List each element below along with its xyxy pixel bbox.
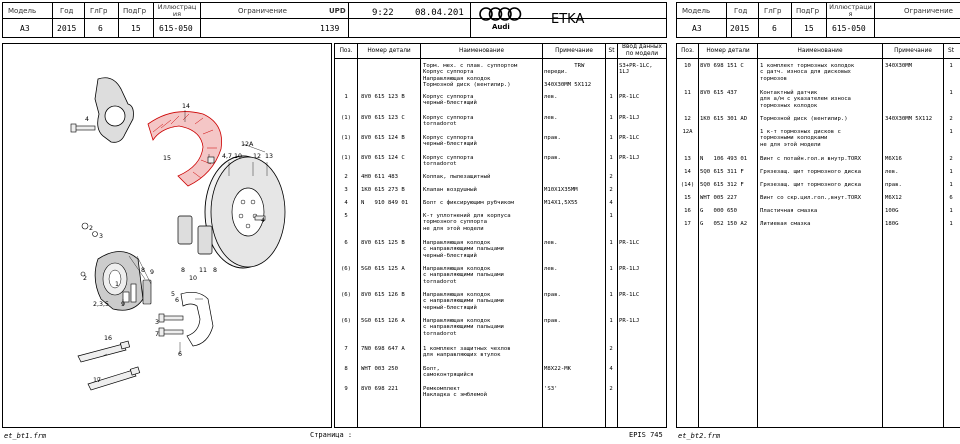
cell-part-number[interactable]: 7N0 698 647 A [361, 346, 405, 352]
cell-name: Клапан воздушный [423, 187, 477, 193]
r-value-glgr[interactable]: 6 [772, 24, 777, 33]
svg-text:8: 8 [141, 267, 146, 274]
cell-qty: 6 [949, 195, 953, 201]
cell-name: Контактный датчик для а/м с указателем износа тормозных колодок [760, 90, 851, 109]
cell-note: прав. [544, 318, 561, 324]
cell-part-number[interactable]: G 000 650 [700, 208, 738, 214]
th-qty: St [608, 48, 615, 54]
th-part: Номер детали [367, 48, 411, 54]
svg-text:11: 11 [199, 267, 208, 274]
cell-name: Направляющая колодок с направляющими пальцами tornadorot [423, 318, 504, 337]
r-th-name: Наименование [797, 48, 843, 54]
brand-name: Audi [492, 23, 510, 31]
cell-note: лев. [544, 240, 558, 246]
cell-pos: 5 [344, 213, 348, 219]
th-input: Ввод данных по модели [622, 44, 662, 57]
value-podgr[interactable]: 15 [131, 24, 141, 33]
label-podgr: ПодГр [123, 7, 147, 15]
cell-note: M6X16 [885, 156, 902, 162]
cell-name: Ремкомплект Накладка с эмблемой [423, 386, 487, 399]
svg-text:2: 2 [83, 275, 88, 282]
cell-pos: 13 [684, 156, 691, 162]
cell-pos: 12A [682, 129, 693, 135]
r-value-year[interactable]: 2015 [730, 24, 750, 33]
cell-part-number[interactable]: 8V0 615 437 [700, 90, 738, 96]
svg-text:3: 3 [99, 233, 104, 240]
r-th-pos: Поз. [681, 48, 694, 54]
cell-qty: 2 [949, 156, 953, 162]
cell-qty: 1 [609, 266, 613, 272]
value-model[interactable]: A3 [20, 24, 30, 33]
cell-part-number[interactable]: WHT 003 250 [361, 366, 399, 372]
th-pos: Поз. [339, 48, 353, 54]
cell-pos: 15 [684, 195, 691, 201]
cell-qty: 4 [609, 200, 613, 206]
cell-part-number[interactable]: 8V0 615 124 C [361, 155, 405, 161]
cell-pos: (6) [340, 266, 352, 272]
footer-left-file: et_bt1.frm [4, 432, 47, 440]
svg-text:9: 9 [150, 269, 155, 276]
cell-name: Торм. мех. с плав. суппортом Корпус суппорта Направляющая колодок Тормозной диск (вентилир.) [423, 63, 518, 88]
r-th-note: Примечание [894, 48, 932, 54]
cell-name: Болт с фиксирующим рубчиком [423, 200, 514, 206]
svg-text:10: 10 [189, 275, 198, 282]
cell-note: прав. [885, 182, 902, 188]
cell-pos: 12 [684, 116, 691, 122]
footer-right-file: et_bt2.frm [678, 432, 721, 440]
cell-pos: (1) [340, 115, 352, 121]
cell-part-number[interactable]: N 106 493 01 [700, 156, 748, 162]
cell-qty: 1 [609, 94, 613, 100]
cell-note: прав. [544, 155, 561, 161]
cell-part-number[interactable]: WHT 005 227 [700, 195, 738, 201]
cell-pos: (14) [680, 182, 695, 188]
svg-text:9: 9 [121, 301, 126, 308]
r-th-part: Номер детали [706, 48, 750, 54]
value-glgr[interactable]: 6 [98, 24, 103, 33]
cell-name: Болт, самоконтрящийся [423, 366, 474, 379]
cell-part-number[interactable]: 5G0 615 126 A [361, 318, 405, 324]
cell-name: Корпус суппорта tornadorot [423, 115, 474, 128]
label-year: Год [60, 7, 74, 15]
cell-pos: (1) [340, 155, 352, 161]
cell-qty: 2 [949, 116, 953, 122]
cell-qty: 1 [609, 115, 613, 121]
svg-text:4: 4 [261, 217, 266, 224]
cell-pos: 6 [344, 240, 348, 246]
svg-text:12A: 12A [241, 141, 254, 148]
cell-note: 340X30MM 5X112 [885, 116, 933, 122]
cell-name: 1 к-т тормозных дисков с тормозными колодками не для этой модели [760, 129, 841, 148]
svg-text:2,3,5: 2,3,5 [93, 301, 110, 308]
cell-qty: 2 [609, 346, 613, 352]
cell-note: 100G [885, 208, 899, 214]
cell-pos: 2 [344, 174, 348, 180]
cell-model-input: PR-1LC [619, 240, 640, 246]
cell-name: К-т уплотнений для корпуса тормозного суппорта не для этой модели [423, 213, 511, 232]
cell-note: прав. [544, 292, 561, 298]
cell-part-number[interactable]: 8V0 698 221 [361, 386, 399, 392]
cell-pos: (6) [340, 292, 352, 298]
cell-name: Корпус суппорта tornadorot [423, 155, 474, 168]
cell-note: M6X12 [885, 195, 902, 201]
cell-note: M10X1X35MM [544, 187, 578, 193]
cell-part-number[interactable]: G 052 150 A2 [700, 221, 748, 227]
th-note: Примечание [555, 48, 593, 54]
cell-qty: 1 [609, 292, 613, 298]
label-glgr: ГлГр [90, 7, 108, 15]
svg-text:4: 4 [85, 116, 90, 123]
cell-name: Колпак, пылезащитный [423, 174, 491, 180]
cell-note: 180G [885, 221, 899, 227]
audi-rings-icon [478, 6, 522, 22]
cell-name: 1 комплект тормозных колодок с датч. износа для дисковых тормозов [760, 63, 855, 82]
cell-part-number[interactable]: 8V0 615 124 B [361, 135, 405, 141]
cell-qty: 1 [609, 240, 613, 246]
cell-pos: 8 [344, 366, 348, 372]
cell-note: 'S3' [544, 386, 558, 392]
cell-qty: 1 [949, 169, 953, 175]
cell-note: M8X22-MK [544, 366, 571, 372]
cell-pos: 4 [344, 200, 348, 206]
cell-model-input: PR-1LC [619, 94, 640, 100]
value-upd: 1139 [320, 24, 340, 33]
r-value-podgr[interactable]: 15 [804, 24, 814, 33]
cell-qty: 1 [949, 63, 953, 69]
label-upd: UPD [329, 7, 346, 15]
cell-name: Направляющая колодок с направляющими пальцами черный-блестящий [423, 292, 504, 311]
app-title: ETKA [551, 12, 585, 27]
cell-part-number[interactable]: 4H0 611 483 [361, 174, 399, 180]
cell-model-input: PR-1LJ [619, 115, 640, 121]
cell-model-input: PR-1LJ [619, 318, 640, 324]
cell-part-number[interactable]: 8V0 615 123 B [361, 94, 405, 100]
svg-text:15: 15 [163, 155, 172, 162]
svg-text:3: 3 [155, 319, 160, 326]
cell-part-number[interactable]: 8V0 615 126 B [361, 292, 405, 298]
cell-model-input: S3+PR-1LC, 1LJ [619, 63, 653, 76]
cell-model-input: PR-1LJ [619, 155, 640, 161]
svg-text:4,7,10: 4,7,10 [222, 153, 243, 160]
cell-name: Тормозной диск (вентилир.) [760, 116, 848, 122]
cell-note: 340X30MM [885, 63, 912, 69]
cell-part-number[interactable]: 5G0 615 125 A [361, 266, 405, 272]
audi-logo [478, 6, 522, 34]
r-th-qty: St [948, 48, 954, 54]
r-value-illustration[interactable]: 615-050 [832, 24, 866, 33]
cell-part-number[interactable]: 8V0 698 151 C [700, 63, 744, 69]
cell-part-number[interactable]: N 910 849 01 [361, 200, 409, 206]
cell-note: лев. [544, 266, 558, 272]
r-label-restriction: Ограничение [904, 7, 953, 15]
cell-part-number[interactable]: 5Q0 615 311 F [700, 169, 744, 175]
svg-text:6: 6 [178, 351, 183, 358]
cell-qty: 2 [609, 174, 613, 180]
r-label-year: Год [734, 7, 748, 15]
cell-note: прав. [544, 135, 561, 141]
cell-model-input: PR-1LJ [619, 266, 640, 272]
cell-qty: 1 [949, 90, 953, 96]
cell-qty: 2 [609, 386, 613, 392]
cell-note: TRW переди. 340X30MM 5X112 [544, 63, 592, 88]
cell-name: Корпус суппорта черный-блестящий [423, 135, 477, 148]
cell-qty: 1 [609, 318, 613, 324]
cell-pos: 10 [684, 63, 691, 69]
cell-qty: 1 [949, 182, 953, 188]
cell-qty: 1 [609, 135, 613, 141]
cell-note: лев. [544, 115, 558, 121]
svg-text:5: 5 [171, 291, 176, 298]
footer-epis: EPIS 745 [629, 431, 663, 439]
cell-pos: 16 [684, 208, 691, 214]
cell-name: Винт с потайн.гол.и внутр.TORX [760, 156, 862, 162]
cell-name: Корпус суппорта черный-блестящий [423, 94, 477, 107]
svg-text:1: 1 [115, 281, 120, 288]
svg-text:13: 13 [265, 153, 274, 160]
cell-pos: 3 [344, 187, 348, 193]
cell-qty: 1 [949, 129, 953, 135]
cell-name: Направляющая колодок с направляющими пальцами черный-блестящий [423, 240, 504, 259]
svg-text:16: 16 [104, 335, 113, 342]
cell-qty: 2 [609, 187, 613, 193]
svg-text:8: 8 [213, 267, 218, 274]
cell-qty: 1 [609, 155, 613, 161]
cell-pos: 11 [684, 90, 691, 96]
cell-note: лев. [885, 169, 899, 175]
cell-qty: 4 [609, 366, 613, 372]
r-value-model[interactable]: A3 [692, 24, 702, 33]
svg-text:2: 2 [89, 225, 94, 232]
svg-text:17: 17 [93, 377, 102, 384]
svg-text:7: 7 [155, 331, 160, 338]
r-label-model: Модель [682, 7, 711, 15]
value-illustration[interactable]: 615-050 [159, 24, 193, 33]
r-label-podgr: ПодГр [796, 7, 820, 15]
cell-name: Грязезащ. щит тормозного диска [760, 169, 862, 175]
cell-note: лев. [544, 94, 558, 100]
footer-page-label: Страница : [310, 431, 353, 439]
svg-text:6: 6 [175, 297, 180, 304]
cell-part-number[interactable]: 1K0 615 273 B [361, 187, 405, 193]
diagram-panel [2, 43, 332, 428]
cell-model-input: PR-1LC [619, 135, 640, 141]
th-name: Наименование [458, 48, 505, 54]
label-restriction: Ограничение [238, 7, 287, 15]
cell-name: Литиевая смазка [760, 221, 811, 227]
cell-pos: 7 [344, 346, 348, 352]
brake-exploded-view [3, 44, 331, 427]
time-display: 9:22 [372, 8, 394, 18]
date-display: 08.04.201 [415, 8, 464, 18]
cell-pos: (1) [340, 135, 352, 141]
cell-pos: (6) [340, 318, 352, 324]
cell-pos: 17 [684, 221, 691, 227]
cell-qty: 1 [949, 208, 953, 214]
cell-part-number[interactable]: 1K0 615 301 AD [700, 116, 748, 122]
label-model: Модель [8, 7, 37, 15]
svg-text:8: 8 [181, 267, 186, 274]
svg-text:12: 12 [253, 153, 262, 160]
svg-text:14: 14 [182, 103, 191, 110]
cell-pos: 14 [684, 169, 691, 175]
cell-part-number[interactable]: 8V0 615 123 C [361, 115, 405, 121]
r-label-illustration: Иллюстрация [829, 3, 872, 18]
cell-pos: 1 [344, 94, 348, 100]
label-illustration: Иллюстрация [157, 3, 197, 18]
cell-qty: 1 [949, 221, 953, 227]
cell-note: M14X1,5X55 [544, 200, 578, 206]
cell-name: Пластичная смазка [760, 208, 818, 214]
cell-qty: 1 [609, 213, 613, 219]
cell-name: Направляющая колодок с направляющими пальцами tornadorot [423, 266, 504, 285]
cell-model-input: PR-1LC [619, 292, 640, 298]
value-year[interactable]: 2015 [57, 24, 77, 33]
cell-name: Винт со скр.цил.гол.,внут.TORX [760, 195, 862, 201]
cell-pos: 9 [344, 386, 348, 392]
cell-part-number[interactable]: 5Q0 615 312 F [700, 182, 744, 188]
r-label-glgr: ГлГр [764, 7, 782, 15]
cell-name: 1 комплект защитных чехлов для направляющих втулок [423, 346, 511, 359]
cell-part-number[interactable]: 8V0 615 125 B [361, 240, 405, 246]
cell-name: Грязезащ. щит тормозного диска [760, 182, 862, 188]
